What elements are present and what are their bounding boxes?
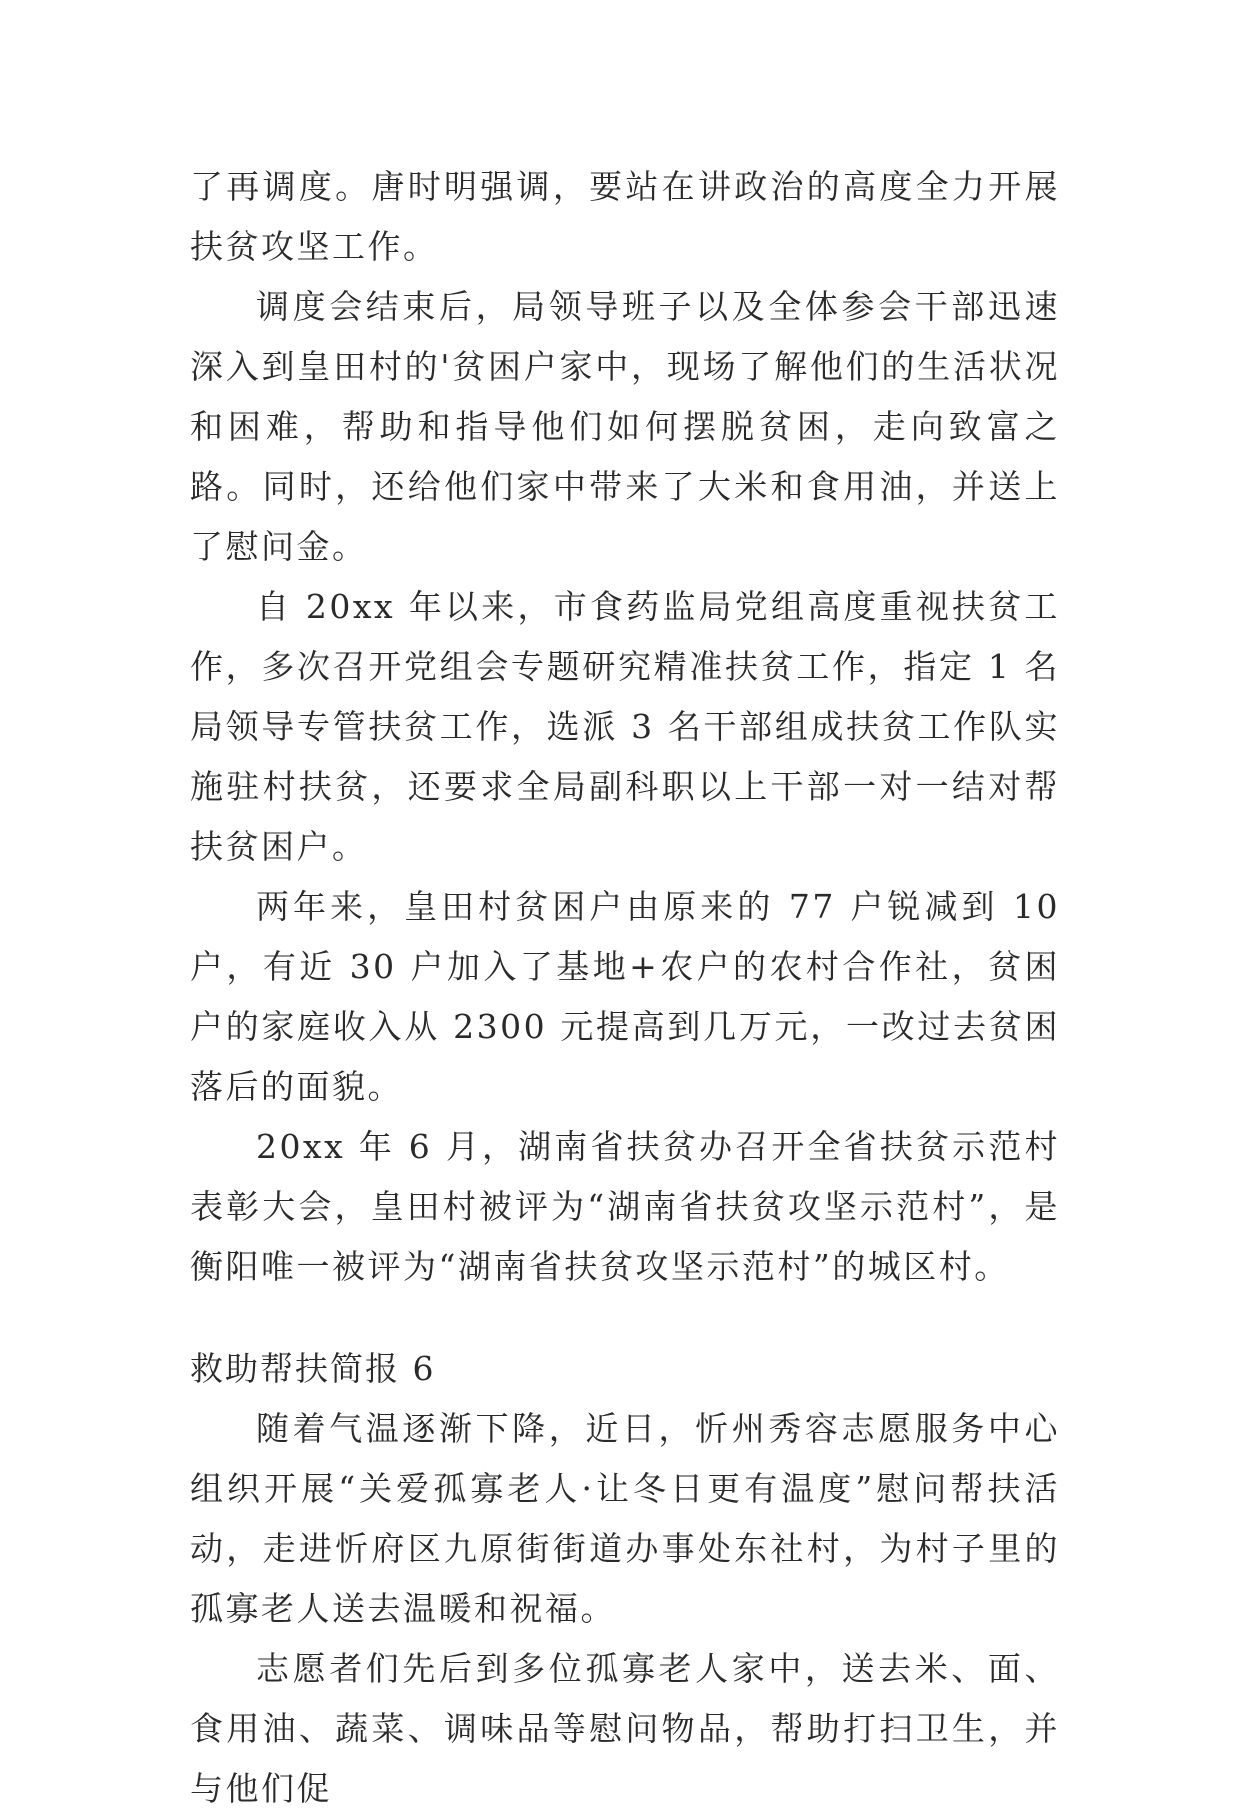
document-body bbox=[190, 157, 1060, 1819]
paragraph: 两年来，皇田村贫困户由原来的 77 户锐减到 10 户，有近 30 户加入了基地+农户的农村合作社，贫困户的家庭收入从 2300 元提高到几万元，一改过去贫困落后的面貌。 bbox=[190, 887, 1060, 1106]
paragraph: 志愿者们先后到多位孤寡老人家中，送去米、面、食用油、蔬菜、调味品等慰问物品，帮助打扫卫生，并与他们促 bbox=[190, 1649, 1060, 1808]
paragraph: 自 20xx 年以来，市食药监局党组高度重视扶贫工作，多次召开党组会专题研究精准扶贫工作，指定 1 名局领导专管扶贫工作，选派 3 名干部组成扶贫工作队实施驻村扶贫，还要求全局副科职以上干部一对一结对帮扶贫困户。 bbox=[190, 587, 1060, 866]
paragraph-continuation: 了再调度。唐时明强调，要站在讲政治的高度全力开展扶贫攻坚工作。 bbox=[190, 167, 1060, 266]
paragraph: 调度会结束后，局领导班子以及全体参会干部迅速深入到皇田村的'贫困户家中，现场了解他们的生活状况和困难，帮助和指导他们如何摆脱贫困，走向致富之路。同时，还给他们家中带来了大米和食用油，并送上了慰问金。 bbox=[190, 287, 1060, 566]
section-heading: 救助帮扶简报 6 bbox=[190, 1349, 436, 1388]
paragraph: 20xx 年 6 月，湖南省扶贫办召开全省扶贫示范村表彰大会，皇田村被评为“湖南省扶贫攻坚示范村”，是衡阳唯一被评为“湖南省扶贫攻坚示范村”的城区村。 bbox=[190, 1127, 1060, 1286]
paragraph: 随着气温逐渐下降，近日，忻州秀容志愿服务中心组织开展“关爱孤寡老人·让冬日更有温度”慰问帮扶活动，走进忻府区九原街街道办事处东社村，为村子里的孤寡老人送去温暖和祝福。 bbox=[190, 1409, 1060, 1628]
